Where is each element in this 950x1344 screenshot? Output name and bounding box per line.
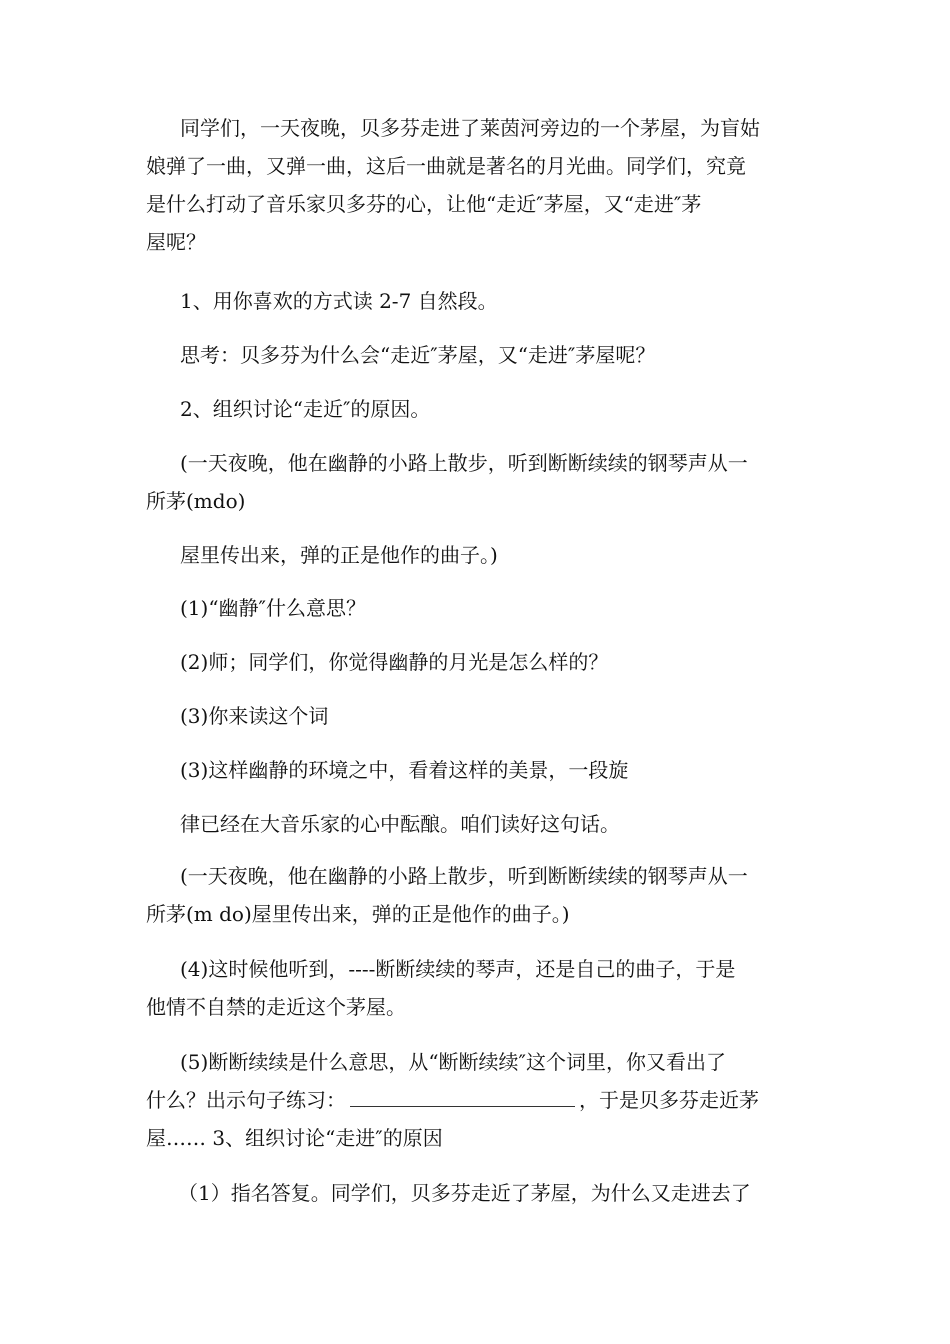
text-line: 2、组织讨论“走近″的原因。 [180,397,431,421]
text-line: (2)师；同学们，你觉得幽静的月光是怎么样的？ [180,650,609,674]
text-line: (3)这样幽静的环境之中，看着这样的美景，一段旋 [180,758,629,782]
text-line: 他情不自禁的走近这个茅屋。 [146,995,406,1019]
paragraph-q3b [146,751,806,789]
text-line: (3)你来读这个词 [180,704,329,728]
text-line: (5)断断续续是什么意思，从“断断续续″这个词里，你又看出了 [180,1050,727,1074]
paragraph-quote-2 [146,857,806,933]
text-segment: ，于是贝多芬走近茅 [579,1088,759,1112]
text-line: 所茅(m do)屋里传出来，弹的正是他作的曲子。) [146,902,570,926]
paragraph-step-3-1 [178,1174,838,1212]
text-line: (1)“幽静″什么意思？ [180,596,367,620]
text-line: （1）指名答复。同学们，贝多芬走近了茅屋，为什么又走进去了 [178,1181,751,1205]
fill-in-blank [350,1082,575,1107]
paragraph-step-1 [146,282,806,320]
text-line: 同学们，一天夜晚，贝多芬走进了莱茵河旁边的一个茅屋，为盲姑 [180,116,760,140]
text-line-with-blank [146,1081,806,1119]
paragraph-q3b-cont [146,805,806,843]
paragraph-q5 [146,1043,806,1157]
text-line: 屋呢？ [146,230,206,254]
text-line: 思考：贝多芬为什么会“走近″茅屋，又“走进″茅屋呢？ [180,343,656,367]
paragraph-q1 [146,589,806,627]
text-line: (一天夜晚，他在幽静的小路上散步，听到断断续续的钢琴声从一 [180,864,748,888]
text-line: (4)这时候他听到，----断断续续的琴声，还是自己的曲子，于是 [180,957,736,981]
text-segment: 什么？出示句子练习： [146,1088,346,1112]
paragraph-think [146,336,806,374]
paragraph-q4 [146,950,806,1026]
text-line: 1、用你喜欢的方式读 2-7 自然段。 [180,289,498,313]
text-line: 所茅(mdo) [146,489,246,513]
text-line: 是什么打动了音乐家贝多芬的心，让他“走近″茅屋，又“走进″茅 [146,192,702,216]
text-line: (一天夜晚，他在幽静的小路上散步，听到断断续续的钢琴声从一 [180,451,748,475]
text-line: 娘弹了一曲，又弹一曲，这后一曲就是著名的月光曲。同学们，究竟 [146,154,746,178]
paragraph-q3 [146,697,806,735]
text-line: 屋里传出来，弹的正是他作的曲子。) [180,543,498,567]
text-line: 屋…… 3、组织讨论“走进″的原因 [146,1126,443,1150]
paragraph-quote-1 [146,444,806,520]
paragraph-q2 [146,643,806,681]
paragraph-step-2 [146,390,806,428]
text-line: 律已经在大音乐家的心中酝酿。咱们读好这句话。 [180,812,620,836]
paragraph-quote-1-cont [146,536,806,574]
paragraph-intro [146,109,806,261]
